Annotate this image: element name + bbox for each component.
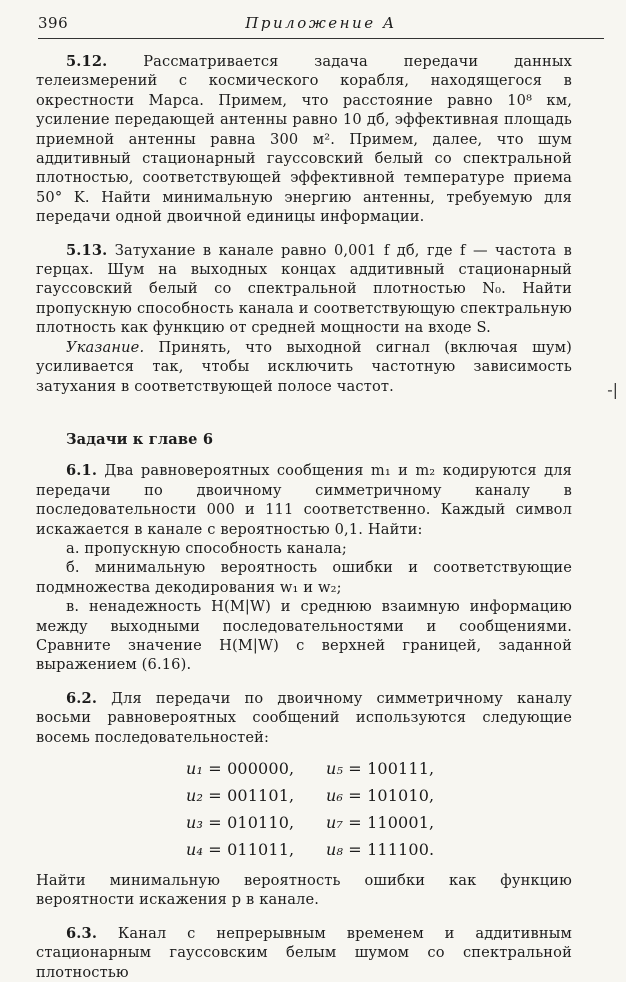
problem-number: 5.12. (66, 53, 108, 70)
code-entry: u₄ = 011011, (186, 840, 295, 859)
code-entry: u₅ = 100111, (326, 759, 435, 778)
problem-5-12 (36, 52, 572, 227)
code-value: 110001, (367, 813, 435, 832)
code-row (186, 836, 572, 863)
problem-6-2 (36, 689, 572, 747)
code-value: 100111, (367, 759, 435, 778)
code-entry: u₁ = 000000, (186, 759, 295, 778)
code-value: 010110, (227, 813, 295, 832)
problem-text: Канал с непрерывным временем и аддитивным стационарным гауссовским белым шумом со спектральной плотностью (36, 924, 572, 981)
code-entry: u₇ = 110001, (326, 813, 435, 832)
problem-6-1-item-c: в. ненадежность H(M|W) и среднюю взаимную информацию между выходными последовательностями и сообщениями. Сравните значение H(M|W) с верхней границей, заданной выражением (6.16). (36, 598, 572, 674)
problem-text: Рассматривается задача передачи данных телеизмерений с космического корабля, находящегося в окрестности Марса. Примем, что расстояние равно 10⁸ км, усиление передающей антенны равно 10 дб, эффективная площадь приемной антенны равна 300 м². Примем, далее, что шум аддитивный стационарный гауссовский белый со спектральной плотностью, соответствующей эффективной температуре приема 50° K. Найти минимальную энергию антенны, требуемую для передачи одной двоичной единицы информации. (36, 53, 572, 226)
problem-5-13-hint (36, 338, 572, 396)
hint-text: Принять, что выходной сигнал (включая шум) усиливается так, чтобы исключить частотную зависимость затухания в соответствующей полосе частот. (36, 338, 572, 395)
code-value: 001101, (227, 786, 295, 805)
code-value: 101010, (367, 786, 435, 805)
code-value: 111100. (367, 840, 435, 859)
code-label: u₄ (186, 840, 204, 859)
code-label: u₅ (326, 759, 344, 778)
code-label: u₈ (326, 840, 344, 859)
code-label: u₃ (186, 813, 204, 832)
code-label: u₆ (326, 786, 344, 805)
problem-6-3 (36, 924, 572, 982)
code-entry: u₃ = 010110, (186, 813, 295, 832)
code-table (186, 755, 572, 863)
code-label: u₁ (186, 759, 204, 778)
problem-number: 5.13. (66, 241, 108, 259)
problem-text: Два равновероятных сообщения m₁ и m₂ кодируются для передачи по двоичному симметричному каналу в последовательности 000 и 111 соответственно. Каждый символ искажается в канале с вероятностью 0,1. Найти: (36, 462, 572, 538)
problem-number: 6.1. (66, 462, 98, 480)
code-entry: u₆ = 101010, (326, 786, 435, 805)
code-value: 011011, (227, 840, 295, 859)
problem-6-1-item-b: б. минимальную вероятность ошибки и соответствующие подмножества декодирования w₁ и w₂; (36, 559, 572, 596)
problem-number: 6.2. (66, 689, 98, 707)
header-rule (38, 38, 604, 39)
code-value: 000000, (227, 759, 295, 778)
problem-number: 6.3. (66, 924, 98, 942)
code-label: u₂ (186, 786, 204, 805)
running-title: Приложение А (245, 14, 397, 32)
margin-mark: -| (607, 380, 618, 399)
code-row (186, 782, 572, 809)
problem-6-1 (36, 461, 572, 539)
page-header (38, 14, 604, 40)
problem-text: Затухание в канале равно 0,001 f дб, где f — частота в герцах. Шум на выходных концах аддитивный стационарный гауссовский белый со спектральной плотностью N₀. Найти пропускную способность канала и соответствующую спектральную плотность как функцию от средней мощности на входе S. (36, 241, 572, 337)
code-entry: u₂ = 001101, (186, 786, 295, 805)
code-entry: u₈ = 111100. (326, 840, 435, 859)
section-title: Задачи к главе 6 (66, 430, 214, 448)
code-row (186, 755, 572, 782)
page-number: 396 (38, 14, 69, 32)
code-label: u₇ (326, 813, 344, 832)
problem-5-13 (36, 241, 572, 338)
page-body (36, 52, 572, 982)
problem-6-1-item-a: а. пропускную способность канала; (66, 539, 347, 557)
hint-label: Указание. (66, 338, 145, 356)
problem-text: Для передачи по двоичному симметричному каналу восьми равновероятных сообщений используются следующие восемь последовательностей: (36, 689, 572, 746)
problem-6-2-tail: Найти минимальную вероятность ошибки как функцию вероятности искажения p в канале. (36, 872, 572, 909)
code-row (186, 809, 572, 836)
